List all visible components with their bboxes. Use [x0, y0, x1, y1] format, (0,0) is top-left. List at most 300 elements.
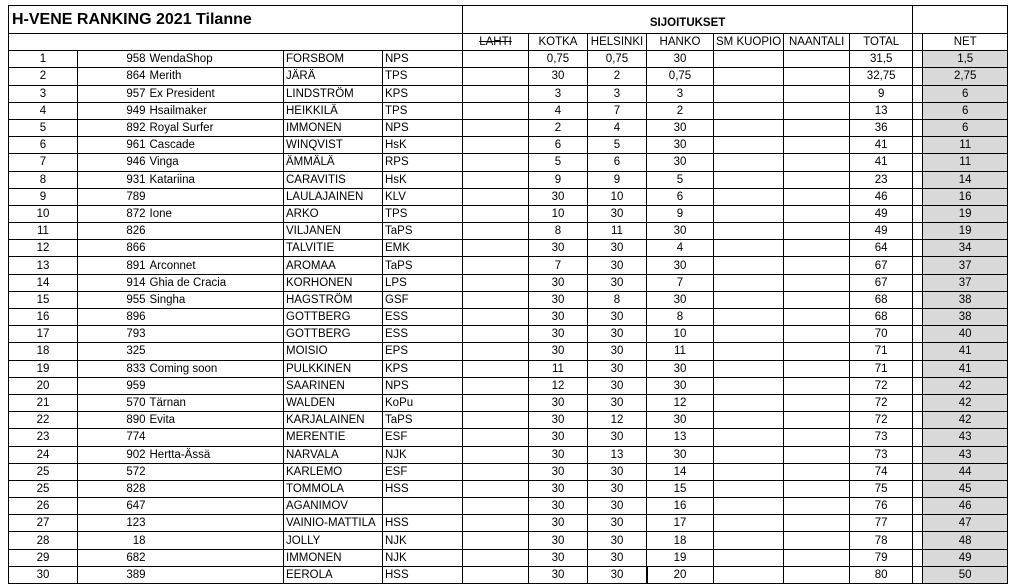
net-cell: 38: [923, 309, 1008, 326]
helsinki-cell: 12: [588, 412, 647, 429]
sail-number-cell: 570: [78, 394, 148, 411]
naantali-cell: [784, 102, 850, 119]
sm-kuopio-cell: [714, 274, 784, 291]
kotka-cell: 30: [529, 532, 588, 549]
boat-name-cell: Singha: [148, 291, 284, 308]
table-row: [9, 429, 1008, 446]
boat-name-cell: Ione: [148, 205, 284, 222]
total-cell: 67: [850, 274, 913, 291]
lahti-cell: [463, 102, 529, 119]
kotka-cell: 10: [529, 205, 588, 222]
kotka-cell: 30: [529, 480, 588, 497]
total-cell: 49: [850, 223, 913, 240]
sail-number-cell: 572: [78, 463, 148, 480]
rank-cell: 20: [9, 377, 78, 394]
sm-kuopio-cell: [714, 102, 784, 119]
sail-number-cell: 931: [78, 171, 148, 188]
hanko-cell: 30: [647, 360, 714, 377]
table-row: [9, 223, 1008, 240]
table-row: [9, 119, 1008, 136]
sm-kuopio-cell: [714, 326, 784, 343]
hanko-cell: 30: [647, 137, 714, 154]
net-cell: 6: [923, 119, 1008, 136]
spacer-cell: [913, 188, 923, 205]
helsinki-cell: 30: [588, 343, 647, 360]
rank-cell: 19: [9, 360, 78, 377]
hanko-cell: 30: [647, 291, 714, 308]
helsinki-cell: 30: [588, 394, 647, 411]
hanko-cell: 16: [647, 498, 714, 515]
sail-number-cell: 789: [78, 188, 148, 205]
table-row: [9, 463, 1008, 480]
sm-kuopio-cell: [714, 68, 784, 85]
net-cell: 43: [923, 446, 1008, 463]
net-cell: 45: [923, 480, 1008, 497]
skipper-cell: TALVITIE: [284, 240, 383, 257]
hanko-cell: 30: [647, 446, 714, 463]
club-cell: NPS: [383, 119, 463, 136]
sm-kuopio-cell: [714, 205, 784, 222]
table-row: [9, 274, 1008, 291]
table-row: [9, 360, 1008, 377]
naantali-cell: [784, 532, 850, 549]
net-cell: 42: [923, 377, 1008, 394]
net-cell: 49: [923, 549, 1008, 566]
skipper-cell: FORSBOM: [284, 51, 383, 68]
naantali-cell: [784, 429, 850, 446]
table-row: [9, 394, 1008, 411]
title-row: [9, 6, 1008, 34]
club-cell: KPS: [383, 85, 463, 102]
net-cell: 44: [923, 463, 1008, 480]
lahti-cell: [463, 549, 529, 566]
sm-kuopio-cell: [714, 360, 784, 377]
skipper-cell: LINDSTRÖM: [284, 85, 383, 102]
kotka-cell: 30: [529, 412, 588, 429]
rank-cell: 3: [9, 85, 78, 102]
sail-number-cell: 902: [78, 446, 148, 463]
lahti-cell: [463, 480, 529, 497]
sm-kuopio-cell: [714, 515, 784, 532]
hanko-cell: 9: [647, 205, 714, 222]
col-header-net: NET: [923, 34, 1008, 51]
total-cell: 46: [850, 188, 913, 205]
total-cell: 41: [850, 154, 913, 171]
sm-kuopio-cell: [714, 532, 784, 549]
sm-kuopio-cell: [714, 171, 784, 188]
helsinki-cell: 30: [588, 274, 647, 291]
net-cell: 42: [923, 412, 1008, 429]
total-cell: 31,5: [850, 51, 913, 68]
hanko-cell: 5: [647, 171, 714, 188]
sail-number-cell: 389: [78, 566, 148, 583]
hanko-cell: 19: [647, 549, 714, 566]
helsinki-cell: 7: [588, 102, 647, 119]
boat-name-cell: [148, 515, 284, 532]
table-row: [9, 309, 1008, 326]
helsinki-cell: 30: [588, 326, 647, 343]
club-cell: KLV: [383, 188, 463, 205]
page-title: H-VENE RANKING 2021 Tilanne: [9, 6, 463, 34]
kotka-cell: 30: [529, 188, 588, 205]
sail-number-cell: 961: [78, 137, 148, 154]
naantali-cell: [784, 549, 850, 566]
club-cell: TaPS: [383, 257, 463, 274]
table-row: [9, 205, 1008, 222]
boat-name-cell: Tärnan: [148, 394, 284, 411]
kotka-cell: 5: [529, 154, 588, 171]
sm-kuopio-cell: [714, 480, 784, 497]
sm-kuopio-cell: [714, 394, 784, 411]
lahti-cell: [463, 119, 529, 136]
spacer-cell: [913, 394, 923, 411]
sail-number-cell: 891: [78, 257, 148, 274]
table-row: [9, 566, 1008, 583]
naantali-cell: [784, 68, 850, 85]
table-row: [9, 257, 1008, 274]
sail-number-cell: 826: [78, 223, 148, 240]
lahti-cell: [463, 532, 529, 549]
club-cell: TaPS: [383, 412, 463, 429]
club-cell: RPS: [383, 154, 463, 171]
hanko-cell: 0,75: [647, 68, 714, 85]
naantali-cell: [784, 446, 850, 463]
table-row: [9, 51, 1008, 68]
club-cell: ESS: [383, 309, 463, 326]
sm-kuopio-cell: [714, 137, 784, 154]
club-cell: KPS: [383, 360, 463, 377]
kotka-cell: 30: [529, 498, 588, 515]
sm-kuopio-cell: [714, 309, 784, 326]
rank-cell: 11: [9, 223, 78, 240]
spacer-cell: [913, 68, 923, 85]
lahti-cell: [463, 309, 529, 326]
skipper-cell: MERENTIE: [284, 429, 383, 446]
kotka-cell: 30: [529, 549, 588, 566]
naantali-cell: [784, 85, 850, 102]
lahti-cell: [463, 274, 529, 291]
net-cell: 41: [923, 360, 1008, 377]
table-row: [9, 498, 1008, 515]
boat-name-cell: [148, 463, 284, 480]
hanko-cell: 30: [647, 154, 714, 171]
lahti-cell: [463, 498, 529, 515]
hanko-cell: 30: [647, 377, 714, 394]
spacer-cell: [913, 429, 923, 446]
total-cell: 73: [850, 446, 913, 463]
club-cell: HSS: [383, 480, 463, 497]
boat-name-cell: [148, 309, 284, 326]
naantali-cell: [784, 463, 850, 480]
boat-name-cell: [148, 377, 284, 394]
helsinki-cell: 30: [588, 257, 647, 274]
total-cell: 72: [850, 394, 913, 411]
sm-kuopio-cell: [714, 412, 784, 429]
spacer-cell: [913, 463, 923, 480]
lahti-cell: [463, 240, 529, 257]
hanko-cell: 7: [647, 274, 714, 291]
hanko-cell: 18: [647, 532, 714, 549]
spacer-cell: [913, 532, 923, 549]
col-header-hanko: HANKO: [647, 34, 714, 51]
spacer-cell: [913, 360, 923, 377]
header-blank: [9, 34, 463, 51]
boat-name-cell: Merith: [148, 68, 284, 85]
lahti-cell: [463, 257, 529, 274]
total-cell: 67: [850, 257, 913, 274]
sail-number-cell: 18: [78, 532, 148, 549]
lahti-cell: [463, 68, 529, 85]
kotka-cell: 8: [529, 223, 588, 240]
skipper-cell: IMMONEN: [284, 549, 383, 566]
naantali-cell: [784, 515, 850, 532]
spacer-cell: [913, 257, 923, 274]
skipper-cell: LAULAJAINEN: [284, 188, 383, 205]
table-row: [9, 549, 1008, 566]
boat-name-cell: WendaShop: [148, 51, 284, 68]
sm-kuopio-cell: [714, 51, 784, 68]
hanko-cell: 3: [647, 85, 714, 102]
sm-kuopio-cell: [714, 154, 784, 171]
helsinki-cell: 30: [588, 205, 647, 222]
lahti-cell: [463, 515, 529, 532]
sail-number-cell: 833: [78, 360, 148, 377]
hanko-cell: 17: [647, 515, 714, 532]
boat-name-cell: Ghia de Cracia: [148, 274, 284, 291]
col-header-total: TOTAL: [850, 34, 913, 51]
total-cell: 76: [850, 498, 913, 515]
sm-kuopio-cell: [714, 343, 784, 360]
sm-kuopio-cell: [714, 240, 784, 257]
net-cell: 37: [923, 274, 1008, 291]
rank-cell: 7: [9, 154, 78, 171]
sail-number-cell: 864: [78, 68, 148, 85]
lahti-cell: [463, 446, 529, 463]
skipper-cell: TOMMOLA: [284, 480, 383, 497]
col-header-naantali: NAANTALI: [784, 34, 850, 51]
sail-number-cell: 828: [78, 480, 148, 497]
total-cell: 73: [850, 429, 913, 446]
spacer-cell: [913, 171, 923, 188]
sm-kuopio-cell: [714, 257, 784, 274]
total-cell: 72: [850, 412, 913, 429]
spacer-cell: [913, 102, 923, 119]
total-cell: 68: [850, 291, 913, 308]
skipper-cell: IMMONEN: [284, 119, 383, 136]
sail-number-cell: 325: [78, 343, 148, 360]
skipper-cell: GOTTBERG: [284, 326, 383, 343]
sail-number-cell: 949: [78, 102, 148, 119]
club-cell: KoPu: [383, 394, 463, 411]
helsinki-cell: 30: [588, 429, 647, 446]
skipper-cell: PULKKINEN: [284, 360, 383, 377]
skipper-cell: HAGSTRÖM: [284, 291, 383, 308]
boat-name-cell: Coming soon: [148, 360, 284, 377]
net-cell: 41: [923, 343, 1008, 360]
club-cell: HSS: [383, 566, 463, 583]
naantali-cell: [784, 257, 850, 274]
table-row: [9, 377, 1008, 394]
lahti-cell: [463, 171, 529, 188]
total-cell: 13: [850, 102, 913, 119]
total-cell: 41: [850, 137, 913, 154]
naantali-cell: [784, 412, 850, 429]
rank-cell: 22: [9, 412, 78, 429]
table-row: [9, 171, 1008, 188]
club-cell: LPS: [383, 274, 463, 291]
boat-name-cell: Katariina: [148, 171, 284, 188]
kotka-cell: 30: [529, 240, 588, 257]
net-cell: 40: [923, 326, 1008, 343]
sail-number-cell: 123: [78, 515, 148, 532]
naantali-cell: [784, 137, 850, 154]
spacer-cell: [913, 412, 923, 429]
rank-cell: 16: [9, 309, 78, 326]
skipper-cell: JOLLY: [284, 532, 383, 549]
sm-kuopio-cell: [714, 498, 784, 515]
skipper-cell: AROMAA: [284, 257, 383, 274]
table-row: [9, 480, 1008, 497]
sail-number-cell: 774: [78, 429, 148, 446]
boat-name-cell: [148, 480, 284, 497]
total-cell: 80: [850, 566, 913, 583]
rank-cell: 25: [9, 480, 78, 497]
net-cell: 34: [923, 240, 1008, 257]
rank-cell: 24: [9, 446, 78, 463]
spacer-cell: [913, 549, 923, 566]
naantali-cell: [784, 326, 850, 343]
col-header-helsinki: HELSINKI: [588, 34, 647, 51]
col-header-lahti: LAHTI: [463, 34, 529, 51]
hanko-cell: 11: [647, 343, 714, 360]
naantali-cell: [784, 480, 850, 497]
skipper-cell: NARVALA: [284, 446, 383, 463]
table-row: [9, 412, 1008, 429]
sail-number-cell: 872: [78, 205, 148, 222]
rank-cell: 25: [9, 463, 78, 480]
sail-number-cell: 957: [78, 85, 148, 102]
net-cell: 50: [923, 566, 1008, 583]
naantali-cell: [784, 394, 850, 411]
hanko-cell: 2: [647, 102, 714, 119]
skipper-cell: KARLEMO: [284, 463, 383, 480]
helsinki-cell: 30: [588, 566, 647, 583]
naantali-cell: [784, 309, 850, 326]
rank-cell: 2: [9, 68, 78, 85]
boat-name-cell: [148, 326, 284, 343]
sail-number-cell: 896: [78, 309, 148, 326]
total-cell: 71: [850, 360, 913, 377]
skipper-cell: AGANIMOV: [284, 498, 383, 515]
helsinki-cell: 30: [588, 377, 647, 394]
skipper-cell: WINQVIST: [284, 137, 383, 154]
rank-cell: 8: [9, 171, 78, 188]
title-blank-cell: [913, 6, 1008, 34]
lahti-cell: [463, 343, 529, 360]
kotka-cell: 30: [529, 68, 588, 85]
club-cell: NPS: [383, 377, 463, 394]
table-row: [9, 154, 1008, 171]
club-cell: HSS: [383, 515, 463, 532]
lahti-cell: [463, 223, 529, 240]
rank-cell: 10: [9, 205, 78, 222]
club-cell: ESS: [383, 326, 463, 343]
skipper-cell: MOISIO: [284, 343, 383, 360]
boat-name-cell: [148, 223, 284, 240]
rank-cell: 5: [9, 119, 78, 136]
hanko-cell: 30: [647, 257, 714, 274]
hanko-cell: 30: [647, 412, 714, 429]
helsinki-cell: 9: [588, 171, 647, 188]
net-cell: 6: [923, 102, 1008, 119]
skipper-cell: ARKO: [284, 205, 383, 222]
kotka-cell: 30: [529, 429, 588, 446]
naantali-cell: [784, 343, 850, 360]
lahti-cell: [463, 360, 529, 377]
helsinki-cell: 5: [588, 137, 647, 154]
boat-name-cell: [148, 532, 284, 549]
helsinki-cell: 13: [588, 446, 647, 463]
sail-number-cell: 914: [78, 274, 148, 291]
spacer-cell: [913, 34, 923, 51]
sail-number-cell: 892: [78, 119, 148, 136]
hanko-cell: 10: [647, 326, 714, 343]
net-cell: 46: [923, 498, 1008, 515]
helsinki-cell: 30: [588, 309, 647, 326]
table-row: [9, 291, 1008, 308]
spacer-cell: [913, 51, 923, 68]
hanko-cell: 4: [647, 240, 714, 257]
sail-number-cell: 959: [78, 377, 148, 394]
boat-name-cell: Hertta-Ässä: [148, 446, 284, 463]
lahti-cell: [463, 566, 529, 583]
kotka-cell: 30: [529, 463, 588, 480]
boat-name-cell: [148, 549, 284, 566]
table-row: [9, 85, 1008, 102]
lahti-cell: [463, 429, 529, 446]
total-cell: 72: [850, 377, 913, 394]
boat-name-cell: [148, 566, 284, 583]
helsinki-cell: 3: [588, 85, 647, 102]
total-cell: 78: [850, 532, 913, 549]
total-cell: 64: [850, 240, 913, 257]
table-row: [9, 532, 1008, 549]
helsinki-cell: 11: [588, 223, 647, 240]
boat-name-cell: [148, 429, 284, 446]
skipper-cell: JÄRÄ: [284, 68, 383, 85]
spacer-cell: [913, 223, 923, 240]
net-cell: 16: [923, 188, 1008, 205]
kotka-cell: 30: [529, 446, 588, 463]
club-cell: ESF: [383, 429, 463, 446]
club-cell: TPS: [383, 68, 463, 85]
sm-kuopio-cell: [714, 377, 784, 394]
total-cell: 77: [850, 515, 913, 532]
net-cell: 11: [923, 154, 1008, 171]
lahti-cell: [463, 85, 529, 102]
boat-name-cell: [148, 343, 284, 360]
total-cell: 70: [850, 326, 913, 343]
lahti-cell: [463, 377, 529, 394]
rank-cell: 1: [9, 51, 78, 68]
rank-cell: 17: [9, 326, 78, 343]
table-row: [9, 102, 1008, 119]
net-cell: 48: [923, 532, 1008, 549]
club-cell: NJK: [383, 446, 463, 463]
club-cell: NJK: [383, 549, 463, 566]
hanko-cell: 30: [647, 51, 714, 68]
boat-name-cell: Evita: [148, 412, 284, 429]
